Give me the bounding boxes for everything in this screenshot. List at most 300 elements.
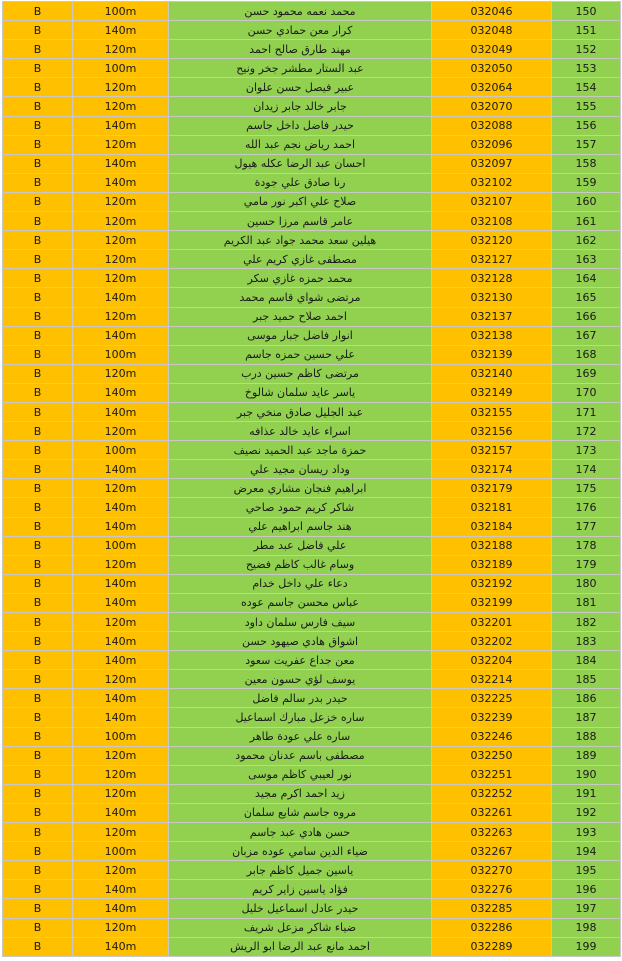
row-number-cell: 164 bbox=[552, 269, 621, 288]
grade-cell: B bbox=[3, 918, 73, 937]
table-row bbox=[3, 154, 621, 173]
row-number-cell: 150 bbox=[552, 2, 621, 21]
table-row bbox=[3, 746, 621, 765]
table-row bbox=[3, 880, 621, 899]
table-row bbox=[3, 422, 621, 441]
code-cell: 032120 bbox=[432, 231, 552, 250]
grade-cell: B bbox=[3, 708, 73, 727]
length-cell: 120m bbox=[73, 135, 169, 154]
grade-cell: B bbox=[3, 231, 73, 250]
grade-cell: B bbox=[3, 192, 73, 211]
grade-cell: B bbox=[3, 135, 73, 154]
table-row bbox=[3, 269, 621, 288]
code-cell: 032270 bbox=[432, 861, 552, 880]
code-cell: 032138 bbox=[432, 326, 552, 345]
row-number-cell: 155 bbox=[552, 97, 621, 116]
grade-cell: B bbox=[3, 593, 73, 612]
name-cell: حيدر عادل اسماعيل خليل bbox=[169, 899, 432, 918]
name-cell: ضياء شاكر مزعل شريف bbox=[169, 918, 432, 937]
row-number-cell: 166 bbox=[552, 307, 621, 326]
grade-cell: B bbox=[3, 250, 73, 269]
row-number-cell: 191 bbox=[552, 784, 621, 803]
grade-cell: B bbox=[3, 937, 73, 956]
length-cell: 120m bbox=[73, 746, 169, 765]
table-row bbox=[3, 59, 621, 78]
table-row bbox=[3, 498, 621, 517]
table-row bbox=[3, 116, 621, 135]
name-cell: حيدر بدر سالم فاضل bbox=[169, 689, 432, 708]
row-number-cell: 167 bbox=[552, 326, 621, 345]
grade-cell: B bbox=[3, 632, 73, 651]
code-cell: 032140 bbox=[432, 364, 552, 383]
code-cell: 032285 bbox=[432, 899, 552, 918]
name-cell: محمد حمزه غازي سكر bbox=[169, 269, 432, 288]
name-cell: احمد رياض نجم عبد الله bbox=[169, 135, 432, 154]
table-row bbox=[3, 402, 621, 421]
grade-cell: B bbox=[3, 689, 73, 708]
name-cell: هند جاسم ابراهيم علي bbox=[169, 517, 432, 536]
name-cell: احمد مانع عبد الرضا ابو الريش bbox=[169, 937, 432, 956]
length-cell: 100m bbox=[73, 2, 169, 21]
name-cell: ياسر عايد سلمان شالوخ bbox=[169, 383, 432, 402]
row-number-cell: 181 bbox=[552, 593, 621, 612]
length-cell: 120m bbox=[73, 613, 169, 632]
name-cell: حيدر فاضل داخل جاسم bbox=[169, 116, 432, 135]
row-number-cell: 178 bbox=[552, 536, 621, 555]
code-cell: 032155 bbox=[432, 402, 552, 421]
table-row bbox=[3, 326, 621, 345]
row-number-cell: 190 bbox=[552, 765, 621, 784]
row-number-cell: 186 bbox=[552, 689, 621, 708]
grade-cell: B bbox=[3, 402, 73, 421]
grade-cell: B bbox=[3, 727, 73, 746]
code-cell: 032130 bbox=[432, 288, 552, 307]
row-number-cell: 170 bbox=[552, 383, 621, 402]
results-table bbox=[2, 1, 621, 957]
name-cell: حمزة ماجد عبد الحميد نصيف bbox=[169, 441, 432, 460]
row-number-cell: 177 bbox=[552, 517, 621, 536]
name-cell: شاكر كريم حمود صاحي bbox=[169, 498, 432, 517]
length-cell: 100m bbox=[73, 441, 169, 460]
length-cell: 140m bbox=[73, 574, 169, 593]
table-row bbox=[3, 765, 621, 784]
row-number-cell: 179 bbox=[552, 555, 621, 574]
name-cell: وسام غالب كاظم فضيح bbox=[169, 555, 432, 574]
length-cell: 120m bbox=[73, 231, 169, 250]
code-cell: 032286 bbox=[432, 918, 552, 937]
table-row bbox=[3, 899, 621, 918]
table-row bbox=[3, 613, 621, 632]
code-cell: 032267 bbox=[432, 842, 552, 861]
length-cell: 120m bbox=[73, 192, 169, 211]
name-cell: فؤاد ياسين زاير كريم bbox=[169, 880, 432, 899]
length-cell: 140m bbox=[73, 880, 169, 899]
length-cell: 140m bbox=[73, 593, 169, 612]
table-row bbox=[3, 173, 621, 192]
grade-cell: B bbox=[3, 97, 73, 116]
code-cell: 032064 bbox=[432, 78, 552, 97]
name-cell: مهند طارق صالح احمد bbox=[169, 40, 432, 59]
name-cell: وداد ريسان مجيد علي bbox=[169, 460, 432, 479]
name-cell: عبد الجليل صادق منخي جبر bbox=[169, 402, 432, 421]
name-cell: مروه جاسم شايع سلمان bbox=[169, 803, 432, 822]
length-cell: 140m bbox=[73, 498, 169, 517]
length-cell: 140m bbox=[73, 651, 169, 670]
grade-cell: B bbox=[3, 116, 73, 135]
table-body bbox=[3, 2, 621, 957]
code-cell: 032204 bbox=[432, 651, 552, 670]
row-number-cell: 168 bbox=[552, 345, 621, 364]
code-cell: 032096 bbox=[432, 135, 552, 154]
grade-cell: B bbox=[3, 536, 73, 555]
row-number-cell: 185 bbox=[552, 670, 621, 689]
row-number-cell: 158 bbox=[552, 154, 621, 173]
table-row bbox=[3, 40, 621, 59]
length-cell: 120m bbox=[73, 307, 169, 326]
length-cell: 140m bbox=[73, 383, 169, 402]
length-cell: 140m bbox=[73, 803, 169, 822]
row-number-cell: 173 bbox=[552, 441, 621, 460]
table-row bbox=[3, 2, 621, 21]
name-cell: عبير فيصل حسن علوان bbox=[169, 78, 432, 97]
name-cell: عباس محسن جاسم عوده bbox=[169, 593, 432, 612]
name-cell: مرتضى كاظم حسين درب bbox=[169, 364, 432, 383]
code-cell: 032107 bbox=[432, 192, 552, 211]
length-cell: 120m bbox=[73, 918, 169, 937]
name-cell: رنا صادق علي جودة bbox=[169, 173, 432, 192]
name-cell: سيف فارس سلمان داود bbox=[169, 613, 432, 632]
table-row bbox=[3, 708, 621, 727]
grade-cell: B bbox=[3, 613, 73, 632]
row-number-cell: 172 bbox=[552, 422, 621, 441]
table-row bbox=[3, 823, 621, 842]
length-cell: 100m bbox=[73, 842, 169, 861]
table-row bbox=[3, 460, 621, 479]
code-cell: 032201 bbox=[432, 613, 552, 632]
grade-cell: B bbox=[3, 154, 73, 173]
length-cell: 120m bbox=[73, 364, 169, 383]
code-cell: 032192 bbox=[432, 574, 552, 593]
table-row bbox=[3, 574, 621, 593]
name-cell: ياسين جميل كاظم جابر bbox=[169, 861, 432, 880]
name-cell: جابر خالد جابر زيدان bbox=[169, 97, 432, 116]
grade-cell: B bbox=[3, 326, 73, 345]
length-cell: 140m bbox=[73, 899, 169, 918]
code-cell: 032050 bbox=[432, 59, 552, 78]
code-cell: 032246 bbox=[432, 727, 552, 746]
name-cell: احمد صلاح حميد جبر bbox=[169, 307, 432, 326]
code-cell: 032250 bbox=[432, 746, 552, 765]
code-cell: 032049 bbox=[432, 40, 552, 59]
row-number-cell: 162 bbox=[552, 231, 621, 250]
length-cell: 140m bbox=[73, 632, 169, 651]
length-cell: 120m bbox=[73, 555, 169, 574]
code-cell: 032127 bbox=[432, 250, 552, 269]
code-cell: 032149 bbox=[432, 383, 552, 402]
length-cell: 120m bbox=[73, 269, 169, 288]
code-cell: 032102 bbox=[432, 173, 552, 192]
grade-cell: B bbox=[3, 288, 73, 307]
name-cell: عامر قاسم مرزا حسين bbox=[169, 212, 432, 231]
grade-cell: B bbox=[3, 422, 73, 441]
row-number-cell: 175 bbox=[552, 479, 621, 498]
name-cell: انوار فاضل جبار موسى bbox=[169, 326, 432, 345]
name-cell: كرار معن حمادي حسن bbox=[169, 21, 432, 40]
grade-cell: B bbox=[3, 555, 73, 574]
grade-cell: B bbox=[3, 269, 73, 288]
code-cell: 032108 bbox=[432, 212, 552, 231]
length-cell: 120m bbox=[73, 670, 169, 689]
table-row bbox=[3, 364, 621, 383]
table-row bbox=[3, 803, 621, 822]
length-cell: 140m bbox=[73, 288, 169, 307]
grade-cell: B bbox=[3, 345, 73, 364]
code-cell: 032252 bbox=[432, 784, 552, 803]
name-cell: ساره خزعل مبارك اسماعيل bbox=[169, 708, 432, 727]
length-cell: 120m bbox=[73, 40, 169, 59]
length-cell: 120m bbox=[73, 823, 169, 842]
length-cell: 120m bbox=[73, 422, 169, 441]
grade-cell: B bbox=[3, 479, 73, 498]
grade-cell: B bbox=[3, 574, 73, 593]
table-row bbox=[3, 632, 621, 651]
length-cell: 140m bbox=[73, 173, 169, 192]
table-row bbox=[3, 135, 621, 154]
name-cell: اشواق هادي صيهود حسن bbox=[169, 632, 432, 651]
length-cell: 140m bbox=[73, 326, 169, 345]
code-cell: 032097 bbox=[432, 154, 552, 173]
table-row bbox=[3, 536, 621, 555]
row-number-cell: 171 bbox=[552, 402, 621, 421]
row-number-cell: 163 bbox=[552, 250, 621, 269]
grade-cell: B bbox=[3, 784, 73, 803]
grade-cell: B bbox=[3, 307, 73, 326]
length-cell: 140m bbox=[73, 460, 169, 479]
code-cell: 032239 bbox=[432, 708, 552, 727]
row-number-cell: 169 bbox=[552, 364, 621, 383]
length-cell: 120m bbox=[73, 250, 169, 269]
name-cell: معن جداع عفريت سعود bbox=[169, 651, 432, 670]
name-cell: حسن هادي عبد جاسم bbox=[169, 823, 432, 842]
grade-cell: B bbox=[3, 364, 73, 383]
row-number-cell: 180 bbox=[552, 574, 621, 593]
name-cell: مرتضى شواي قاسم محمد bbox=[169, 288, 432, 307]
row-number-cell: 161 bbox=[552, 212, 621, 231]
length-cell: 120m bbox=[73, 78, 169, 97]
grade-cell: B bbox=[3, 517, 73, 536]
length-cell: 120m bbox=[73, 479, 169, 498]
grade-cell: B bbox=[3, 383, 73, 402]
table-row bbox=[3, 727, 621, 746]
row-number-cell: 182 bbox=[552, 613, 621, 632]
length-cell: 120m bbox=[73, 97, 169, 116]
table-row bbox=[3, 345, 621, 364]
table-row bbox=[3, 937, 621, 956]
table-row bbox=[3, 593, 621, 612]
name-cell: ضياء الدين سامي عوده مزبان bbox=[169, 842, 432, 861]
table-row bbox=[3, 212, 621, 231]
code-cell: 032199 bbox=[432, 593, 552, 612]
grade-cell: B bbox=[3, 21, 73, 40]
grade-cell: B bbox=[3, 842, 73, 861]
code-cell: 032048 bbox=[432, 21, 552, 40]
grade-cell: B bbox=[3, 861, 73, 880]
table-row bbox=[3, 670, 621, 689]
name-cell: مصطفى باسم عدنان محمود bbox=[169, 746, 432, 765]
code-cell: 032181 bbox=[432, 498, 552, 517]
row-number-cell: 153 bbox=[552, 59, 621, 78]
table-row bbox=[3, 383, 621, 402]
code-cell: 032070 bbox=[432, 97, 552, 116]
row-number-cell: 187 bbox=[552, 708, 621, 727]
length-cell: 140m bbox=[73, 689, 169, 708]
row-number-cell: 194 bbox=[552, 842, 621, 861]
row-number-cell: 152 bbox=[552, 40, 621, 59]
code-cell: 032263 bbox=[432, 823, 552, 842]
name-cell: علي فاضل عبد مطر bbox=[169, 536, 432, 555]
table-row bbox=[3, 651, 621, 670]
code-cell: 032088 bbox=[432, 116, 552, 135]
name-cell: ابراهيم فنجان مشاري معرض bbox=[169, 479, 432, 498]
name-cell: يوسف لؤي حسون معين bbox=[169, 670, 432, 689]
code-cell: 032046 bbox=[432, 2, 552, 21]
table-row bbox=[3, 689, 621, 708]
table-row bbox=[3, 918, 621, 937]
name-cell: احسان عبد الرضا عكله هيول bbox=[169, 154, 432, 173]
code-cell: 032276 bbox=[432, 880, 552, 899]
row-number-cell: 192 bbox=[552, 803, 621, 822]
name-cell: علي حسين حمزه جاسم bbox=[169, 345, 432, 364]
code-cell: 032189 bbox=[432, 555, 552, 574]
table-row bbox=[3, 555, 621, 574]
table-row bbox=[3, 479, 621, 498]
table-row bbox=[3, 192, 621, 211]
grade-cell: B bbox=[3, 78, 73, 97]
length-cell: 140m bbox=[73, 937, 169, 956]
table-row bbox=[3, 231, 621, 250]
row-number-cell: 188 bbox=[552, 727, 621, 746]
grade-cell: B bbox=[3, 40, 73, 59]
table-row bbox=[3, 250, 621, 269]
row-number-cell: 151 bbox=[552, 21, 621, 40]
length-cell: 140m bbox=[73, 154, 169, 173]
code-cell: 032251 bbox=[432, 765, 552, 784]
grade-cell: B bbox=[3, 173, 73, 192]
name-cell: هيلين سعد محمد جواد عبد الكريم bbox=[169, 231, 432, 250]
table-row bbox=[3, 97, 621, 116]
grade-cell: B bbox=[3, 765, 73, 784]
length-cell: 100m bbox=[73, 727, 169, 746]
grade-cell: B bbox=[3, 670, 73, 689]
code-cell: 032128 bbox=[432, 269, 552, 288]
table-row bbox=[3, 842, 621, 861]
grade-cell: B bbox=[3, 498, 73, 517]
table-row bbox=[3, 21, 621, 40]
code-cell: 032174 bbox=[432, 460, 552, 479]
row-number-cell: 154 bbox=[552, 78, 621, 97]
row-number-cell: 174 bbox=[552, 460, 621, 479]
code-cell: 032184 bbox=[432, 517, 552, 536]
row-number-cell: 198 bbox=[552, 918, 621, 937]
code-cell: 032261 bbox=[432, 803, 552, 822]
code-cell: 032289 bbox=[432, 937, 552, 956]
row-number-cell: 165 bbox=[552, 288, 621, 307]
length-cell: 140m bbox=[73, 708, 169, 727]
grade-cell: B bbox=[3, 2, 73, 21]
row-number-cell: 193 bbox=[552, 823, 621, 842]
code-cell: 032202 bbox=[432, 632, 552, 651]
grade-cell: B bbox=[3, 880, 73, 899]
grade-cell: B bbox=[3, 460, 73, 479]
grade-cell: B bbox=[3, 651, 73, 670]
code-cell: 032137 bbox=[432, 307, 552, 326]
row-number-cell: 197 bbox=[552, 899, 621, 918]
name-cell: محمد نعمه محمود حسن bbox=[169, 2, 432, 21]
row-number-cell: 189 bbox=[552, 746, 621, 765]
length-cell: 140m bbox=[73, 21, 169, 40]
row-number-cell: 199 bbox=[552, 937, 621, 956]
length-cell: 100m bbox=[73, 536, 169, 555]
row-number-cell: 157 bbox=[552, 135, 621, 154]
length-cell: 120m bbox=[73, 212, 169, 231]
grade-cell: B bbox=[3, 823, 73, 842]
code-cell: 032139 bbox=[432, 345, 552, 364]
table-row bbox=[3, 861, 621, 880]
length-cell: 120m bbox=[73, 765, 169, 784]
table-row bbox=[3, 441, 621, 460]
length-cell: 140m bbox=[73, 517, 169, 536]
length-cell: 120m bbox=[73, 784, 169, 803]
grade-cell: B bbox=[3, 746, 73, 765]
grade-cell: B bbox=[3, 899, 73, 918]
name-cell: مصطفى غازي كريم علي bbox=[169, 250, 432, 269]
name-cell: زيد احمد اكرم مجيد bbox=[169, 784, 432, 803]
code-cell: 032225 bbox=[432, 689, 552, 708]
length-cell: 140m bbox=[73, 116, 169, 135]
code-cell: 032156 bbox=[432, 422, 552, 441]
length-cell: 100m bbox=[73, 59, 169, 78]
table-row bbox=[3, 307, 621, 326]
row-number-cell: 159 bbox=[552, 173, 621, 192]
row-number-cell: 160 bbox=[552, 192, 621, 211]
code-cell: 032214 bbox=[432, 670, 552, 689]
code-cell: 032157 bbox=[432, 441, 552, 460]
grade-cell: B bbox=[3, 803, 73, 822]
name-cell: نور لعيبي كاظم موسى bbox=[169, 765, 432, 784]
row-number-cell: 195 bbox=[552, 861, 621, 880]
row-number-cell: 176 bbox=[552, 498, 621, 517]
name-cell: دعاء علي داخل خدام bbox=[169, 574, 432, 593]
table-row bbox=[3, 78, 621, 97]
row-number-cell: 156 bbox=[552, 116, 621, 135]
name-cell: عبد الستار مطشر جخر ونيح bbox=[169, 59, 432, 78]
table-row bbox=[3, 288, 621, 307]
table-row bbox=[3, 784, 621, 803]
length-cell: 120m bbox=[73, 861, 169, 880]
name-cell: صلاح علي اكبر نور مامي bbox=[169, 192, 432, 211]
grade-cell: B bbox=[3, 212, 73, 231]
grade-cell: B bbox=[3, 59, 73, 78]
length-cell: 140m bbox=[73, 402, 169, 421]
name-cell: اسراء عايد خالد عذافه bbox=[169, 422, 432, 441]
code-cell: 032188 bbox=[432, 536, 552, 555]
row-number-cell: 183 bbox=[552, 632, 621, 651]
code-cell: 032179 bbox=[432, 479, 552, 498]
name-cell: ساره علي عودة طاهر bbox=[169, 727, 432, 746]
row-number-cell: 184 bbox=[552, 651, 621, 670]
length-cell: 100m bbox=[73, 345, 169, 364]
table-row bbox=[3, 517, 621, 536]
